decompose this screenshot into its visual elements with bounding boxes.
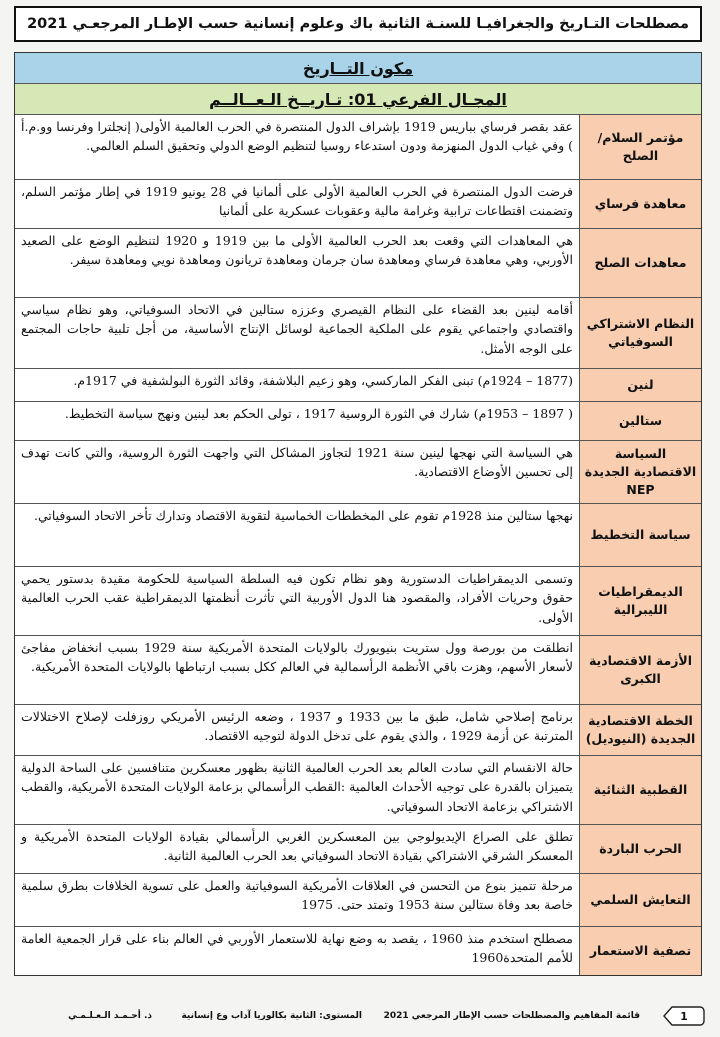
definition-cell: نهجها ستالين منذ 1928م تقوم على المخططات الخماسية لتقوية الاقتصاد وتدارك تأخر الاتحاد السوفياتي. (15, 504, 579, 566)
subfield-heading: المجـال الفرعي 01: تـاريــخ الـعــالــم (209, 89, 507, 109)
term-cell: الأزمة الاقتصادية الكبرى (579, 636, 701, 704)
definition-cell: هي السياسة التي نهجها لينين سنة 1921 لتجاوز المشاكل التي واجهت الثورة الروسية، والتي كانت تهدف إلى تحسين الأوضاع الاقتصادية. (15, 441, 579, 503)
term-cell: النظام الاشتراكي السوفياتي (579, 298, 701, 368)
definition-cell: عقد بقصر فرساي بباريس 1919 بإشراف الدول المنتصرة في الحرب العالمية الأولى( إنجلترا وفرنسا وو.م.أ ) وفي غياب الدول المنهزمة ودون استدعاء روسيا لتنظيم الوضع الدولي وتحقيق السلم العالمي. (15, 115, 579, 179)
definition-cell: هي المعاهدات التي وقعت بعد الحرب العالمية الأولى ما بين 1919 و 1920 لتنظيم الوضع على الصعيد الأوربي، وهي معاهدة فرساي ومعاهدة سان جرمان ومعاهدة تريانون ومعاهدة نويي ومعاهدة سيفر. (15, 229, 579, 297)
table-row (15, 705, 701, 756)
table-row (15, 636, 701, 705)
definition-cell: مصطلح استخدم منذ 1960 ، يقصد به وضع نهاية للاستعمار الأوربي في العالم بناء على قرار الجمعية العامة للأمم المتحدة1960 (15, 927, 579, 975)
footer-list-title: قائمة المفاهيم والمصطلحات حسب الإطار المرجعي 2021 (383, 1011, 640, 1021)
term-cell: التعايش السلمي (579, 874, 701, 926)
table-row (15, 298, 701, 369)
table-row (15, 180, 701, 229)
definition-cell: تطلق على الصراع الإيديولوجي بين المعسكرين الغربي الرأسمالي بقيادة الولايات المتحدة الأمريكية و المعسكر الشرقي الاشتراكي بقيادة الاتحاد السوفياتي بعد الحرب العالمية الثانية. (15, 825, 579, 873)
term-cell: معاهدة فرساي (579, 180, 701, 228)
definition-cell: ( 1897 – 1953م) شارك في الثورة الروسية 1917 ، تولى الحكم بعد لينين ونهج سياسة التخطيط. (15, 402, 579, 440)
table-row (15, 115, 701, 180)
footer-level: المستوى: الثانية بكالوريا آداب وع إنسانية (181, 1011, 362, 1021)
term-cell: الديمقراطيات الليبرالية (579, 567, 701, 635)
definition-cell: وتسمى الديمقراطيات الدستورية وهو نظام تكون فيه السلطة السياسية للحكومة مقيدة بدستور يحمي حقوق وحريات الأفراد، والمقصود هنا الدول الأوربية التي تأثرت أنظمتها الديمقراطية عقب الحرب العالمية الأولى. (15, 567, 579, 635)
page-footer (8, 1007, 712, 1027)
page-number: 1 (680, 1009, 688, 1023)
table-row (15, 504, 701, 567)
table-row (15, 756, 701, 825)
term-cell: الحرب الباردة (579, 825, 701, 873)
definition-cell: فرضت الدول المنتصرة في الحرب العالمية الأولى على ألمانيا في 28 يونيو 1919 في إطار مؤتمر السلم، وتضمنت اقتطاعات ترابية وغرامة مالية وعقوبات عسكرية على ألمانيا (15, 180, 579, 228)
term-cell: معاهدات الصلح (579, 229, 701, 297)
term-cell: الخطة الاقتصادية الجديدة (النيوديل) (579, 705, 701, 755)
table-row (15, 825, 701, 874)
terms-table (14, 52, 702, 976)
document-title: مصطلحات التـاريخ والجغرافيـا للسنـة الثانية باك وعلوم إنسانية حسب الإطـار المرجعـي 2021 (14, 6, 702, 42)
document-page (8, 6, 712, 1030)
table-row (15, 441, 701, 504)
definition-cell: حالة الانقسام التي سادت العالم بعد الحرب العالمية الثانية بظهور معسكرين متنافسين على الساحة الدولية يتميزان بالقدرة على توجيه الأحداث العالمية :القطب الرأسمالي بزعامة الولايات المتحدة الأمريكية، والقطب الاشتراكي بزعامة الاتحاد السوفياتي. (15, 756, 579, 824)
table-row (15, 567, 701, 636)
subfield-heading-row (15, 84, 701, 115)
term-cell: القطبية الثنائية (579, 756, 701, 824)
table-row (15, 229, 701, 298)
definition-cell: برنامج إصلاحي شامل، طبق ما بين 1933 و 1937 ، وضعه الرئيس الأمريكي روزفلت لإصلاح الاختلالات المترتبة عن أزمة 1929 ، والذي يقوم على تدخل الدولة لتوجيه الاقتصاد. (15, 705, 579, 755)
table-row (15, 369, 701, 402)
definition-cell: (1877 – 1924م) تبنى الفكر الماركسي، وهو زعيم البلاشفة، وقائد الثورة البولشفية في 1917م. (15, 369, 579, 401)
term-cell: السياسة الاقتصادية الجديدة NEP (579, 441, 701, 503)
footer-author: ذ. أحـمـد الـعـلـمـي (68, 1011, 152, 1021)
component-heading: مكون التــاريخ (302, 58, 414, 78)
table-row (15, 402, 701, 441)
component-heading-row (15, 53, 701, 84)
term-cell: ستالين (579, 402, 701, 440)
definition-cell: مرحلة تتميز بنوع من التحسن في العلاقات الأمريكية السوفياتية والعمل على تسوية الخلافات بطرق سلمية خاصة بعد وفاة ستالين سنة 1953 وتمتد حتى. 1975 (15, 874, 579, 926)
term-cell: سياسة التخطيط (579, 504, 701, 566)
term-cell: تصفية الاستعمار (579, 927, 701, 975)
definition-cell: انطلقت من بورصة وول ستريت بنيويورك بالولايات المتحدة الأمريكية سنة 1929 بسبب انخفاض مفاجئ لأسعار الأسهم، وهزت باقي الأنظمة الرأسمالية في العالم ككل بسبب ارتباطها بالولايات المتحدة الأمريكية. (15, 636, 579, 704)
table-row (15, 874, 701, 927)
table-row (15, 927, 701, 975)
definition-cell: أقامه لينين بعد القضاء على النظام القيصري وعززه ستالين في الاتحاد السوفياتي، وهو نظام سياسي واقتصادي واجتماعي يقوم على الملكية الجماعية لوسائل الإنتاج الأساسية، من أجل تلبية حاجات المجتمع على الوجه الأمثل. (15, 298, 579, 368)
page-number-badge (662, 1005, 706, 1027)
term-cell: لنين (579, 369, 701, 401)
term-cell: مؤتمر السلام/ الصلح (579, 115, 701, 179)
